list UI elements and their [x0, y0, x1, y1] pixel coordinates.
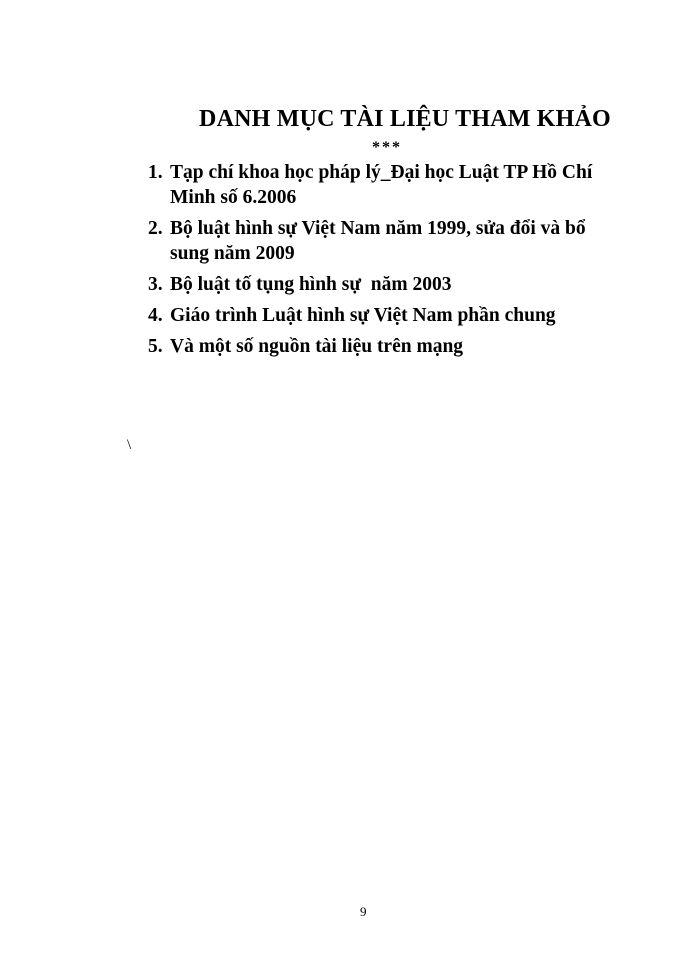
- reference-number: 5.: [148, 336, 163, 357]
- reference-text: Và một số nguồn tài liệu trên mạng: [170, 336, 464, 357]
- reference-item-2: [148, 216, 608, 266]
- reference-text: Giáo trình Luật hình sự Việt Nam phần chung: [170, 305, 556, 326]
- stray-mark: \: [127, 437, 132, 453]
- reference-item-5: [148, 334, 608, 359]
- reference-text: Tạp chí khoa học pháp lý_Đại học Luật TP Hồ Chí Minh số 6.2006: [170, 162, 593, 208]
- page-number: 9: [360, 904, 367, 919]
- reference-item-1: [148, 160, 608, 210]
- title-separator: ***: [372, 139, 402, 156]
- reference-number: 1.: [148, 162, 163, 183]
- reference-number: 3.: [148, 274, 163, 295]
- reference-item-3: [148, 272, 608, 297]
- reference-text: Bộ luật tố tụng hình sự năm 2003: [170, 274, 452, 295]
- page-title: DANH MỤC TÀI LIỆU THAM KHẢO: [199, 106, 611, 132]
- reference-text: Bộ luật hình sự Việt Nam năm 1999, sửa đổi và bổ sung năm 2009: [170, 218, 586, 264]
- reference-number: 4.: [148, 305, 163, 326]
- reference-item-4: [148, 303, 608, 328]
- reference-number: 2.: [148, 218, 163, 239]
- reference-list: [148, 160, 608, 365]
